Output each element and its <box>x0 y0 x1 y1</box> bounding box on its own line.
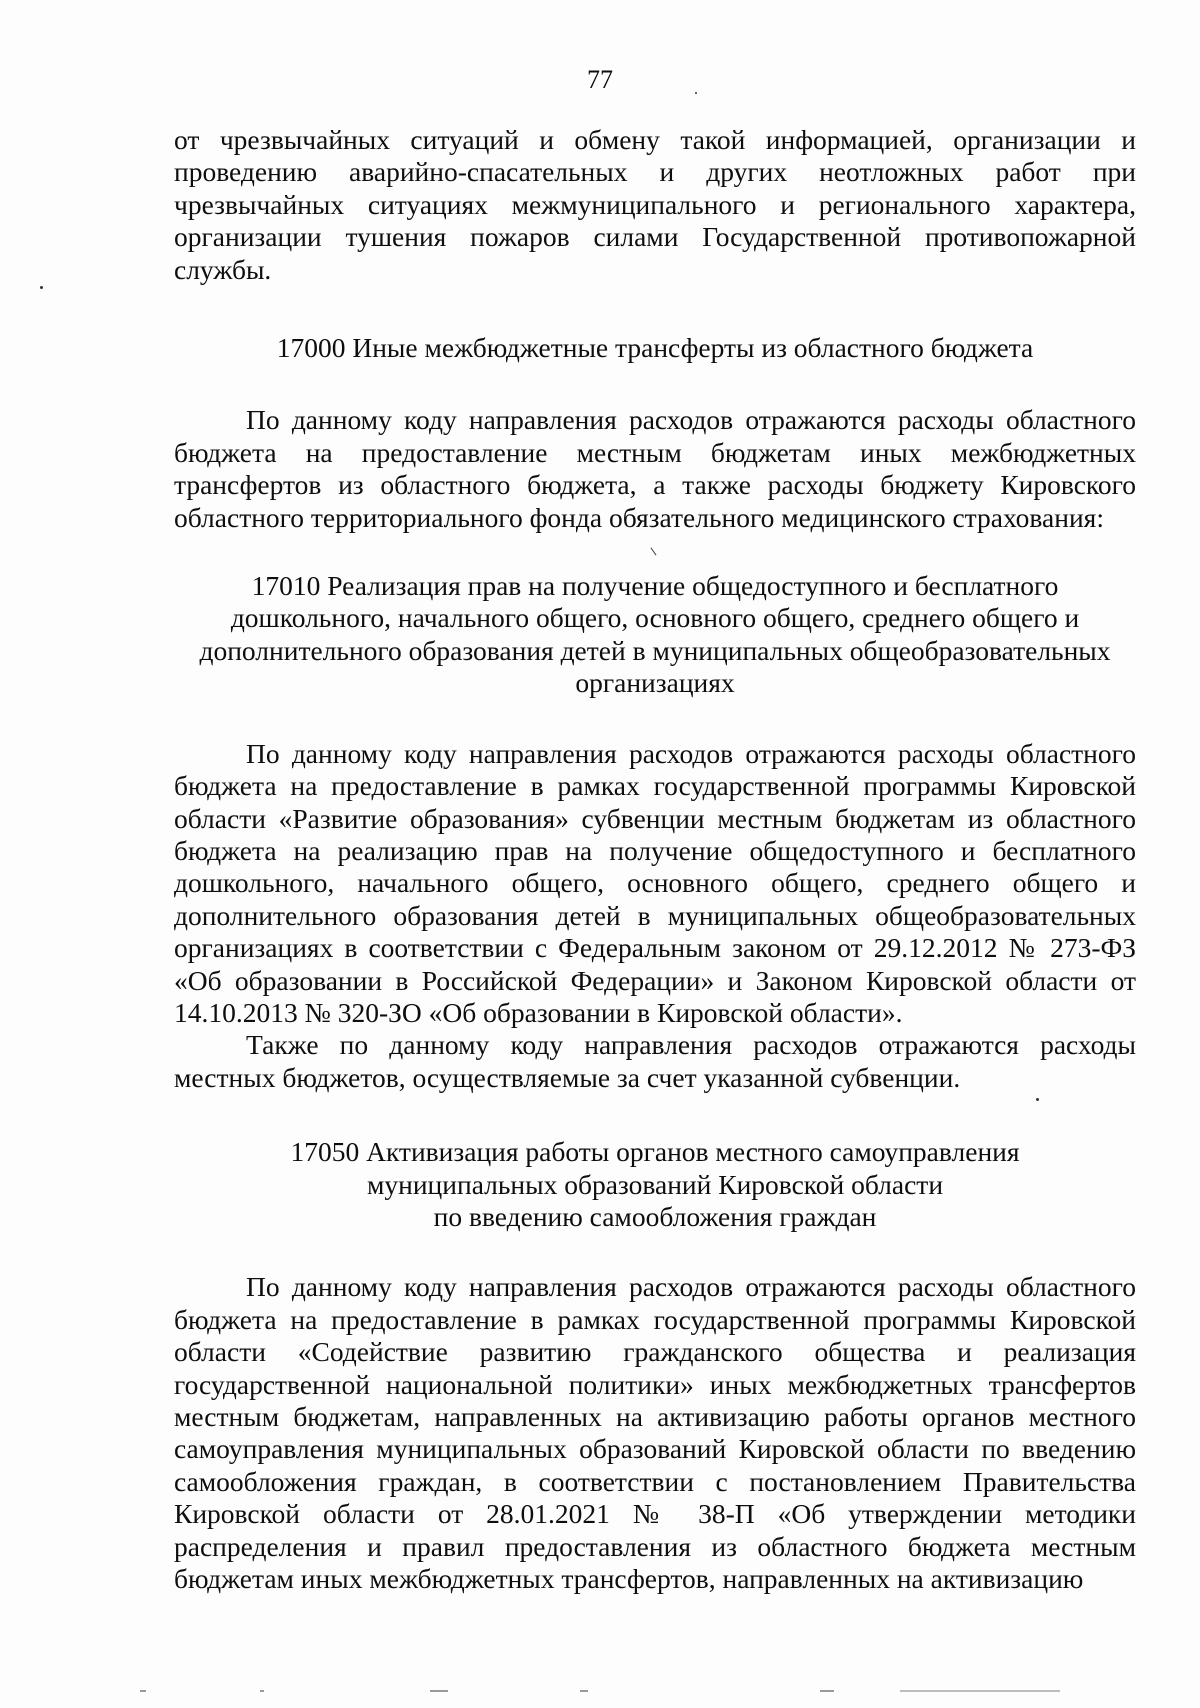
section-17010-title <box>174 570 1136 700</box>
section-17010-title-line: организациях <box>575 667 735 699</box>
intro-paragraph: от чрезвычайных ситуаций и обмену такой информацией, организации и проведению аварийно-спасательных и других неотложных работ при чрезвычайных ситуациях межмуниципального и регионального характера, организации тушения пожаров силами Государственной противопожарной службы. <box>174 124 1136 285</box>
section-17050-title-line: 17050 Активизация работы органов местного самоуправления <box>290 1136 1020 1168</box>
page-number: 77 <box>587 65 613 94</box>
document-body <box>174 124 1136 1595</box>
section-17000-body: По данному коду направления расходов отражаются расходы областного бюджета на предоставление местным бюджетам иных межбюджетных трансфертов из областного бюджета, а также расходы бюджету Кировского областного территориального фонда обязательного медицинского страхования: <box>174 404 1136 533</box>
section-17050-title-line: муниципальных образований Кировской области <box>366 1168 944 1200</box>
scan-speck <box>40 286 43 289</box>
scan-bottom-noise <box>100 1688 1100 1696</box>
section-17050-body: По данному коду направления расходов отражаются расходы областного бюджета на предоставление в рамках государственной программы Кировской области «Содействие развитию гражданского общества и реализация государственной национальной политики» иных межбюджетных трансфертов местным бюджетам, направленных на активизацию работы органов местного самоуправления муниципальных образований Кировской области по введению самообложения граждан, в соответствии с постановлением Правительства Кировской области от 28.01.2021 № 38-П «Об утверждении методики распределения и правил предоставления из областного бюджета местным бюджетам иных межбюджетных трансфертов, направленных на активизацию <box>174 1271 1136 1595</box>
scan-speck <box>1036 1098 1039 1101</box>
section-17010-body-continued: Также по данному коду направления расходов отражаются расходы местных бюджетов, осуществляемые за счет указанной субвенции. <box>174 1029 1136 1093</box>
section-17050-title-line: по введению самообложения граждан <box>433 1200 877 1232</box>
section-17010-body: По данному коду направления расходов отражаются расходы областного бюджета на предоставление в рамках государственной программы Кировской области «Развитие образования» субвенции местным бюджетам из областного бюджета на реализацию прав на получение общедоступного и бесплатного дошкольного, начального общего, основного общего, среднего общего и дополнительного образования детей в муниципальных общеобразовательных организациях в соответствии с Федеральным законом от 29.12.2012 № 273-ФЗ «Об образовании в Российской Федерации» и Законом Кировской области от 14.10.2013 № 320-ЗО «Об образовании в Кировской области». <box>174 737 1136 1028</box>
section-17010-title-line: дошкольного, начального общего, основного общего, среднего общего и <box>230 602 1080 634</box>
section-17010-title-line: дополнительного образования детей в муниципальных общеобразовательных <box>199 634 1111 666</box>
scan-speck <box>695 92 697 94</box>
section-17000-title: 17000 Иные межбюджетные трансферты из областного бюджета <box>276 332 1034 364</box>
section-17010-title-line: 17010 Реализация прав на получение общедоступного и бесплатного <box>251 570 1059 602</box>
section-17050-title <box>174 1136 1136 1233</box>
